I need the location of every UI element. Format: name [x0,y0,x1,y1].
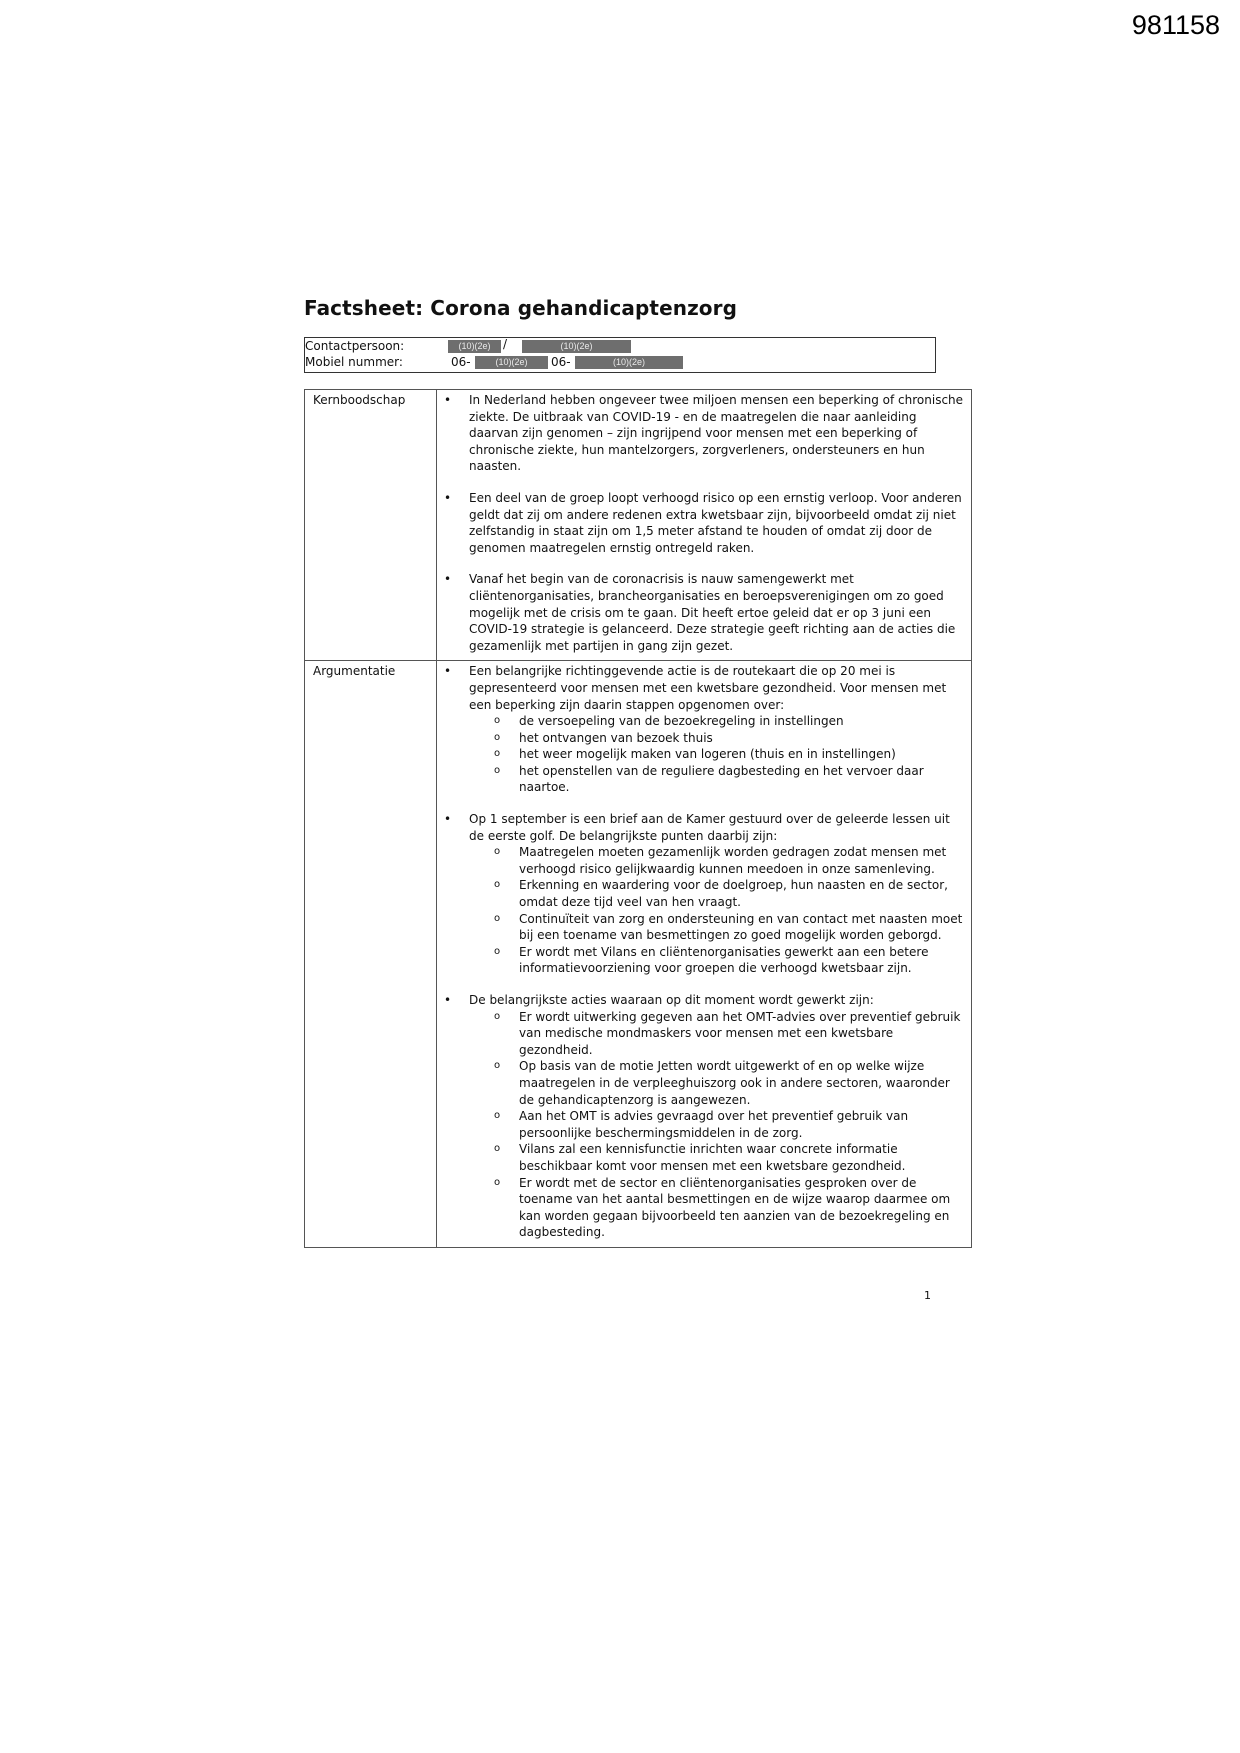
section-content [437,390,972,661]
bullet-text: • Een belangrijke richtinggevende actie is de routekaart die op 20 mei is gepresenteerd voor mensen met een kwetsbare gezondheid. Voor mensen met een beperking zijn daarin stappen opgenomen over: [469,664,947,712]
bullet-item [469,992,967,1241]
page-title: Factsheet: Corona gehandicaptenzorg [304,296,738,320]
sub-bullet-item: o Continuïteit van zorg en ondersteuning en van contact met naasten moet bij een toename van besmettingen zo goed mogelijk worden geborgd. [519,911,965,944]
sub-bullet-item: o het ontvangen van bezoek thuis [519,730,965,747]
kernboodschap-row [305,390,972,661]
argumentatie-row [305,661,972,1248]
redacted-field: (10)(2e) [475,356,548,369]
sub-bullet-item: o Maatregelen moeten gezamenlijk worden gedragen zodat mensen met verhoogd risico gelijkwaardig kunnen meedoen in onze samenleving. [519,844,965,877]
section-label: Argumentatie [305,661,437,1248]
mobile-row [305,354,935,370]
sub-bullet-item: o het weer mogelijk maken van logeren (thuis en in instellingen) [519,746,965,763]
sub-bullet-item: o Op basis van de motie Jetten wordt uitgewerkt of en op welke wijze maatregelen in de verpleeghuiszorg ook in andere sectoren, waaronder de gehandicaptenzorg is aangewezen. [519,1058,965,1108]
redacted-field: (10)(2e) [522,340,631,353]
bullet-item [469,663,967,796]
sub-bullet-item: o Er wordt met Vilans en cliëntenorganisaties gewerkt aan een betere informatievoorziening voor groepen die verhoogd kwetsbaar zijn. [519,944,965,977]
bullet-text: • De belangrijkste acties waaraan op dit moment wordt gewerkt zijn: [469,993,874,1007]
sub-bullet-item: o Aan het OMT is advies gevraagd over het preventief gebruik van persoonlijke beschermingsmiddelen in de zorg. [519,1108,965,1141]
bullet-item: • Vanaf het begin van de coronacrisis is nauw samengewerkt met cliëntenorganisaties, brancheorganisaties en beroepsverenigingen om zo goed mogelijk met de crisis om te gaan. Dit heeft ertoe geleid dat er op 3 juni een COVID-19 strategie is gelanceerd. Deze strategie geeft richting aan de acties die gezamenlijk met partijen in gang zijn gezet. [469,571,967,654]
sub-bullet-item: o het openstellen van de reguliere dagbesteding en het vervoer daar naartoe. [519,763,965,796]
sub-bullet-item: o Er wordt uitwerking gegeven aan het OMT-advies over preventief gebruik van medische mondmaskers voor mensen met een kwetsbare gezondheid. [519,1009,965,1059]
sub-bullet-item: o Er wordt met de sector en cliëntenorganisaties gesproken over de toename van het aantal besmettingen en de wijze waarop daarmee om kan worden gegaan bijvoorbeeld ten aanzien van de bezoekregeling en dagbesteding. [519,1175,965,1241]
bullet-item: • Een deel van de groep loopt verhoogd risico op een ernstig verloop. Voor anderen geldt dat zij om andere redenen extra kwetsbaar zijn, bijvoorbeeld omdat zij niet zelfstandig in staat zijn om 1,5 meter afstand te houden of omdat zij door de genomen maatregelen ernstig ontregeld raken. [469,490,967,556]
factsheet-table [304,389,972,1248]
bullet-item: • In Nederland hebben ongeveer twee miljoen mensen een beperking of chronische ziekte. De uitbraak van COVID-19 - en de maatregelen die naar aanleiding daarvan zijn genomen – zijn ingrijpend voor mensen met een beperking of chronische ziekte, hun mantelzorgers, zorgverleners, ondersteuners en hun naasten. [469,392,967,475]
sub-bullet-item: o de versoepeling van de bezoekregeling in instellingen [519,713,965,730]
name-separator: / [503,337,508,351]
mobile-prefix: 06- [451,355,471,369]
sub-bullet-item: o Erkenning en waardering voor de doelgroep, hun naasten en de sector, omdat deze tijd veel van hen vraagt. [519,877,965,910]
redacted-field: (10)(2e) [575,356,683,369]
contact-label: Contactpersoon: [305,339,405,353]
page-number: 1 [924,1289,931,1302]
mobile-label: Mobiel nummer: [305,355,403,369]
bullet-item [469,811,967,977]
contact-box [304,337,936,373]
sub-bullet-item: o Vilans zal een kennisfunctie inrichten waar concrete informatie beschikbaar komt voor mensen met een kwetsbare gezondheid. [519,1141,965,1174]
document-number: 981158 [1131,10,1220,40]
section-content [437,661,972,1248]
contact-row [305,338,935,354]
mobile-prefix: 06- [551,355,571,369]
section-label: Kernboodschap [305,390,437,661]
redacted-field: (10)(2e) [448,340,501,353]
bullet-text: • Op 1 september is een brief aan de Kamer gestuurd over de geleerde lessen uit de eerste golf. De belangrijkste punten daarbij zijn: [469,812,950,843]
